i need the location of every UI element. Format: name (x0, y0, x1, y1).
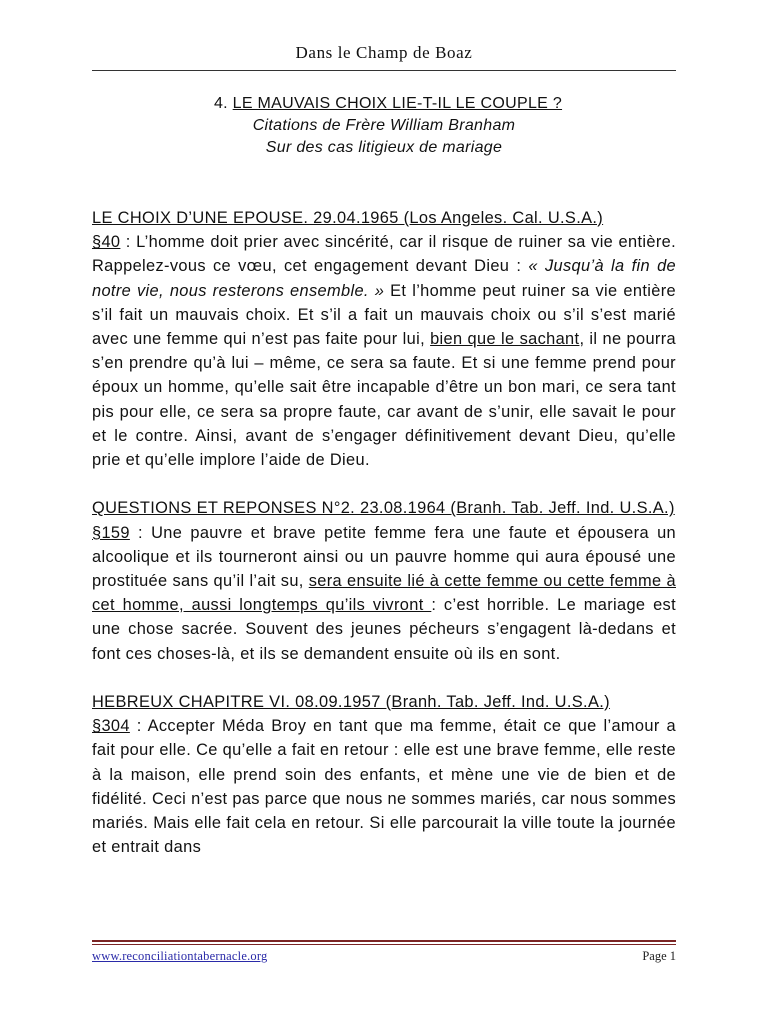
paragraph-text: : Une pauvre et brave petite femme fera une faute et épousera un alcoolique et ils tourneront ainsi ou un pauvre homme qui aura épousé une prostituée sans qu’il l’ait su, (92, 523, 676, 591)
paragraph-reference: §304 (92, 717, 130, 736)
paragraph (92, 521, 676, 666)
paragraph-text: , il ne pourra s’en prendre qu’à lui – même, ce sera sa faute. Et si une femme prend pour époux un homme, qu’elle sait être incapable d’être un bon mari, ce sera tant pis pour elle, ce sera sa propre faute, car avant de s’unir, elle savait le pour et le contre. Ainsi, avant de s’engager définitivement devant Dieu, qu’elle prie et qu’elle implore l’aide de Dieu. (92, 330, 676, 470)
page-number: Page 1 (642, 949, 676, 963)
chapter-title: LE MAUVAIS CHOIX LIE-T-IL LE COUPLE ? (232, 95, 563, 112)
paragraph-reference: §40 (92, 233, 121, 252)
paragraph (92, 230, 676, 472)
footer-rule (92, 940, 676, 942)
footer-rule-thin (92, 944, 676, 945)
title-block (92, 93, 676, 159)
header-rule (92, 70, 676, 71)
chapter-number: 4. (213, 95, 233, 112)
section-heading: QUESTIONS ET REPONSES N°2. 23.08.1964 (Branh. Tab. Jeff. Ind. U.S.A.) (92, 499, 675, 518)
spacer (92, 472, 676, 496)
section-heading: HEBREUX CHAPITRE VI. 08.09.1957 (Branh. Tab. Jeff. Ind. U.S.A.) (92, 693, 610, 712)
chapter-subtitle-2: Sur des cas litigieux de mariage (265, 139, 503, 156)
paragraph (92, 714, 676, 859)
quote-text: « Jusqu’à la fin de notre vie, nous resterons ensemble. » (92, 257, 676, 300)
paragraph-text: : c’est horrible. Le mariage est une chose sacrée. Souvent des jeunes pécheurs s’engagent là-dedans et font ces choses-là, et ils se demandent ensuite où ils en sont. (92, 596, 677, 663)
spacer (92, 666, 676, 690)
section-heading: LE CHOIX D’UNE EPOUSE. 29.04.1965 (Los Angeles. Cal. U.S.A.) (92, 209, 604, 227)
chapter-title-line (92, 93, 676, 115)
website-link[interactable]: www.reconciliationtabernacle.org (92, 949, 268, 963)
underlined-text: sera ensuite lié à cette femme ou cette femme à cet homme, aussi longtemps qu’ils vivront (92, 572, 676, 615)
running-header: Dans le Champ de Boaz (295, 43, 473, 62)
document-body (92, 206, 676, 859)
paragraph-text: : Accepter Méda Broy en tant que ma femme, était ce que l’amour a fait pour elle. Ce qu’elle a fait en retour : elle est une brave femme, elle reste à la maison, elle prend soin des enfants, et mène une vie de bien et de fidélité. Ceci n’est pas parce que nous ne sommes mariés, car nous sommes mariés. Mais elle fait cela en retour. Si elle parcourait la ville toute la journée et entrait dans (92, 717, 676, 857)
paragraph-text: Et l’homme peut ruiner sa vie entière s’il fait un mauvais choix. Et s’il a fait un mauvais choix ou s’il s’est marié avec une femme qui n’est pas faite pour lui, (92, 281, 676, 349)
paragraph-text: : L’homme doit prier avec sincérité, car il risque de ruiner sa vie entière. Rappelez-vous ce vœu, cet engagement devant Dieu : (92, 233, 676, 276)
underlined-text: bien que le sachant (430, 330, 580, 349)
paragraph-reference: §159 (92, 523, 130, 542)
chapter-subtitle-1: Citations de Frère William Branham (252, 117, 516, 134)
